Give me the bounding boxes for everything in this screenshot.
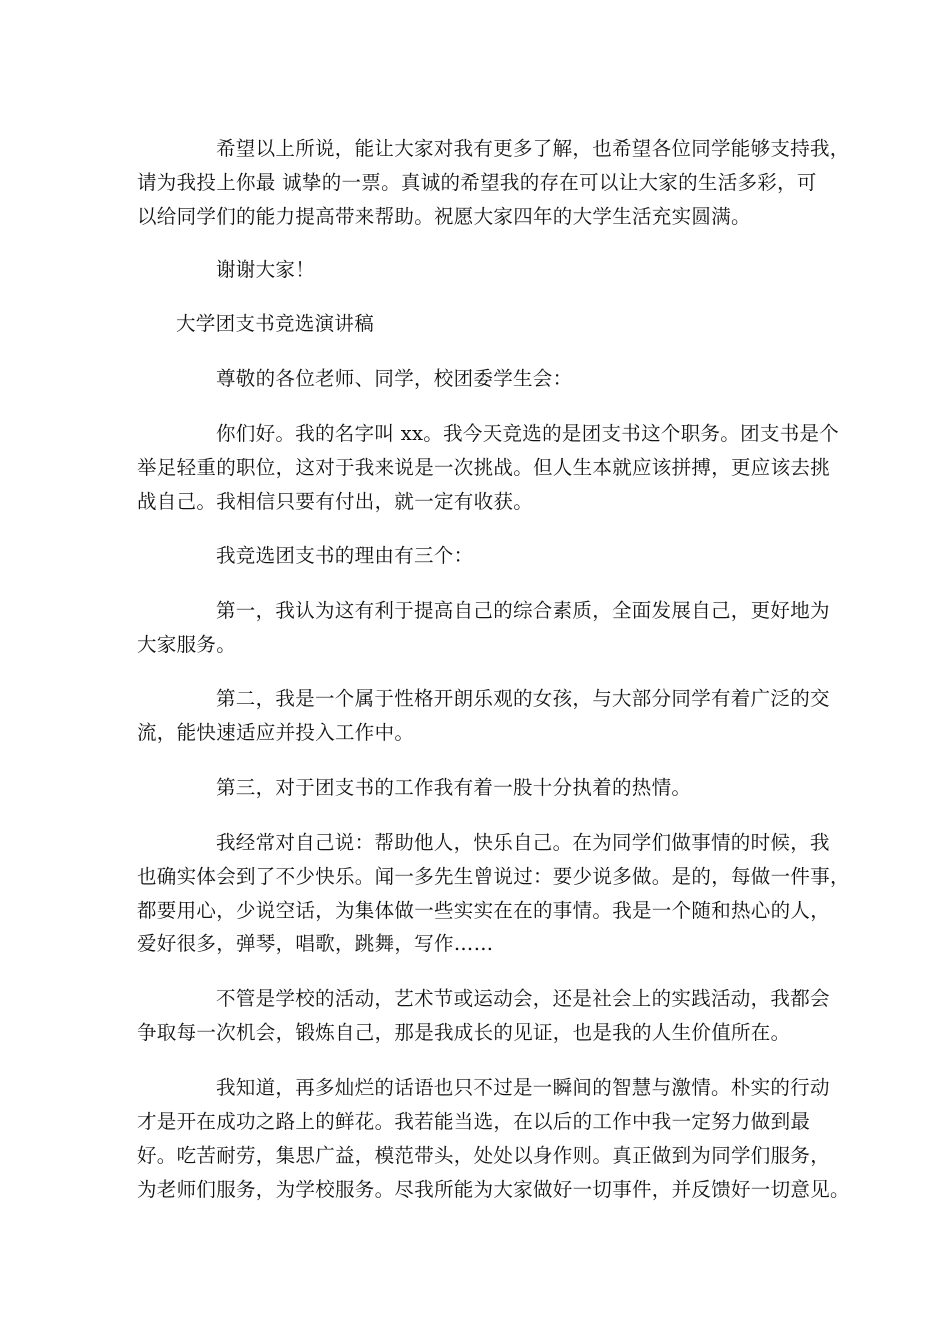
text-line: 为老师们服务，为学校服务。尽我所能为大家做好一切事件，并反馈好一切意见。 (137, 1178, 850, 1201)
text-line: 你们好。我的名字叫 xx。我今天竞选的是团支书这个职务。团支书是个 (216, 422, 840, 445)
text-line: 第二，我是一个属于性格开朗乐观的女孩，与大部分同学有着广泛的交 (216, 687, 830, 710)
text-line: 好。吃苦耐劳，集思广益，模范带头，处处以身作则。真正做到为同学们服务， (137, 1144, 831, 1167)
text-line: 都要用心，少说空话，为集体做一些实实在在的事情。我是一个随和热心的人， (137, 899, 831, 922)
text-line: 希望以上所说，能让大家对我有更多了解，也希望各位同学能够支持我， (216, 137, 850, 160)
text-line: 战自己。我相信只要有付出，就一定有收获。 (137, 490, 534, 513)
text-line: 不管是学校的活动，艺术节或运动会，还是社会上的实践活动，我都会 (216, 987, 830, 1010)
closing-thanks: 谢谢大家！ (216, 258, 316, 281)
salutation: 尊敬的各位老师、同学，校团委学生会： (216, 367, 573, 390)
text-line: 我竞选团支书的理由有三个： (216, 544, 474, 567)
text-line: 也确实体会到了不少快乐。闻一多先生曾说过：要少说多做。是的，每做一件事， (137, 865, 850, 888)
text-line: 争取每一次机会，锻炼自己，那是我成长的见证，也是我的人生价值所在。 (137, 1021, 791, 1044)
text-line: 以给同学们的能力提高带来帮助。祝愿大家四年的大学生活充实圆满。 (137, 205, 751, 228)
text-line: 请为我投上你最 诚挚的一票。真诚的希望我的存在可以让大家的生活多彩，可 (137, 171, 817, 194)
text-line: 大家服务。 (137, 633, 237, 656)
text-line: 我知道，再多灿烂的话语也只不过是一瞬间的智慧与激情。朴实的行动 (216, 1076, 830, 1099)
section-title: 大学团支书竞选演讲稿 (176, 312, 375, 335)
text-line: 第一，我认为这有利于提高自己的综合素质，全面发展自己，更好地为 (216, 599, 830, 622)
text-line: 举足轻重的职位，这对于我来说是一次挑战。但人生本就应该拼搏，更应该去挑 (137, 456, 831, 479)
text-line: 才是开在成功之路上的鲜花。我若能当选，在以后的工作中我一定努力做到最 (137, 1110, 811, 1133)
text-line: 流，能快速适应并投入工作中。 (137, 721, 415, 744)
text-line: 我经常对自己说：帮助他人，快乐自己。在为同学们做事情的时候，我 (216, 831, 830, 854)
text-line: 第三，对于团支书的工作我有着一股十分执着的热情。 (216, 776, 692, 799)
text-line: 爱好很多，弹琴，唱歌，跳舞，写作…… (137, 932, 494, 955)
